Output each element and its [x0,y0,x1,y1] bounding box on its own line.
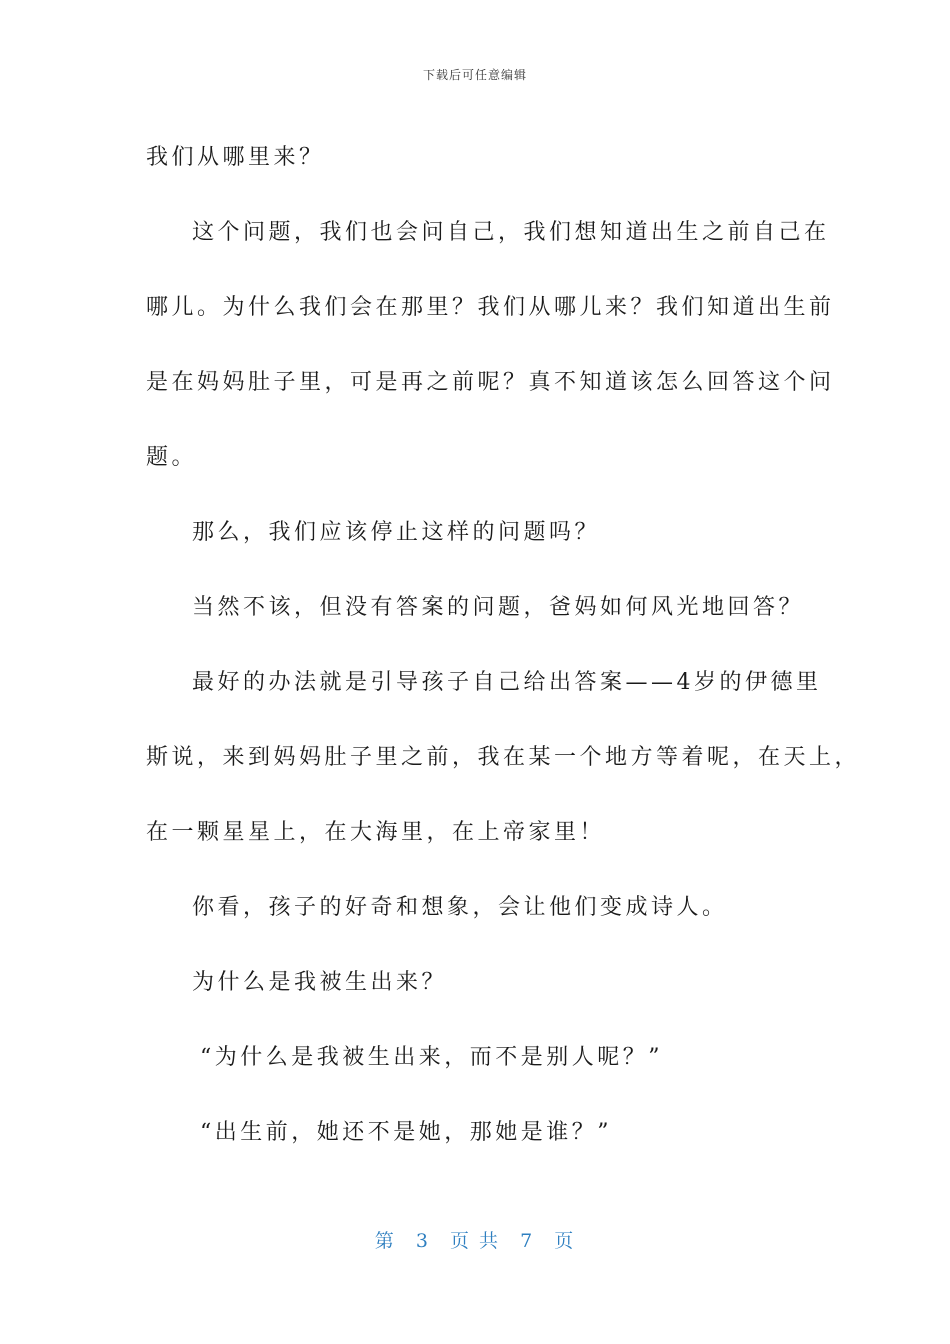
current-page-number: 3 [415,1230,430,1252]
paragraph-line: 你看，孩子的好奇和想象，会让他们变成诗人。 [192,895,728,920]
footer-suffix: 页 [554,1230,576,1252]
paragraph-line: 最好的办法就是引导孩子自己给出答案——4岁的伊德里 [192,670,822,695]
paragraph-line: 哪儿。为什么我们会在那里？我们从哪儿来？我们知道出生前 [146,295,835,320]
quote-line: “为什么是我被生出来，而不是别人呢？” [200,1045,663,1070]
quote-line: “出生前，她还不是她，那她是谁？” [200,1120,612,1145]
total-page-number: 7 [520,1230,535,1252]
paragraph-line: 这个问题，我们也会问自己，我们想知道出生之前自己在 [192,220,830,245]
page-header: 下载后可任意编辑 [422,68,527,82]
page-number-footer [0,1226,950,1253]
paragraph-line: 当然不该，但没有答案的问题，爸妈如何风光地回答？ [192,595,805,620]
section-heading: 为什么是我被生出来？ [192,970,448,995]
footer-prefix: 第 [374,1230,396,1252]
paragraph-line: 那么，我们应该停止这样的问题吗？ [192,520,601,545]
paragraph-line: 题。 [146,445,198,470]
document-body [146,120,861,1170]
footer-middle: 页 共 [449,1230,501,1252]
paragraph-line: 在一颗星星上，在大海里，在上帝家里！ [146,820,606,845]
section-heading: 我们从哪里来？ [146,145,325,170]
paragraph-line: 是在妈妈肚子里，可是再之前呢？真不知道该怎么回答这个问 [146,370,835,395]
paragraph-line: 斯说，来到妈妈肚子里之前，我在某一个地方等着呢，在天上， [146,745,861,770]
